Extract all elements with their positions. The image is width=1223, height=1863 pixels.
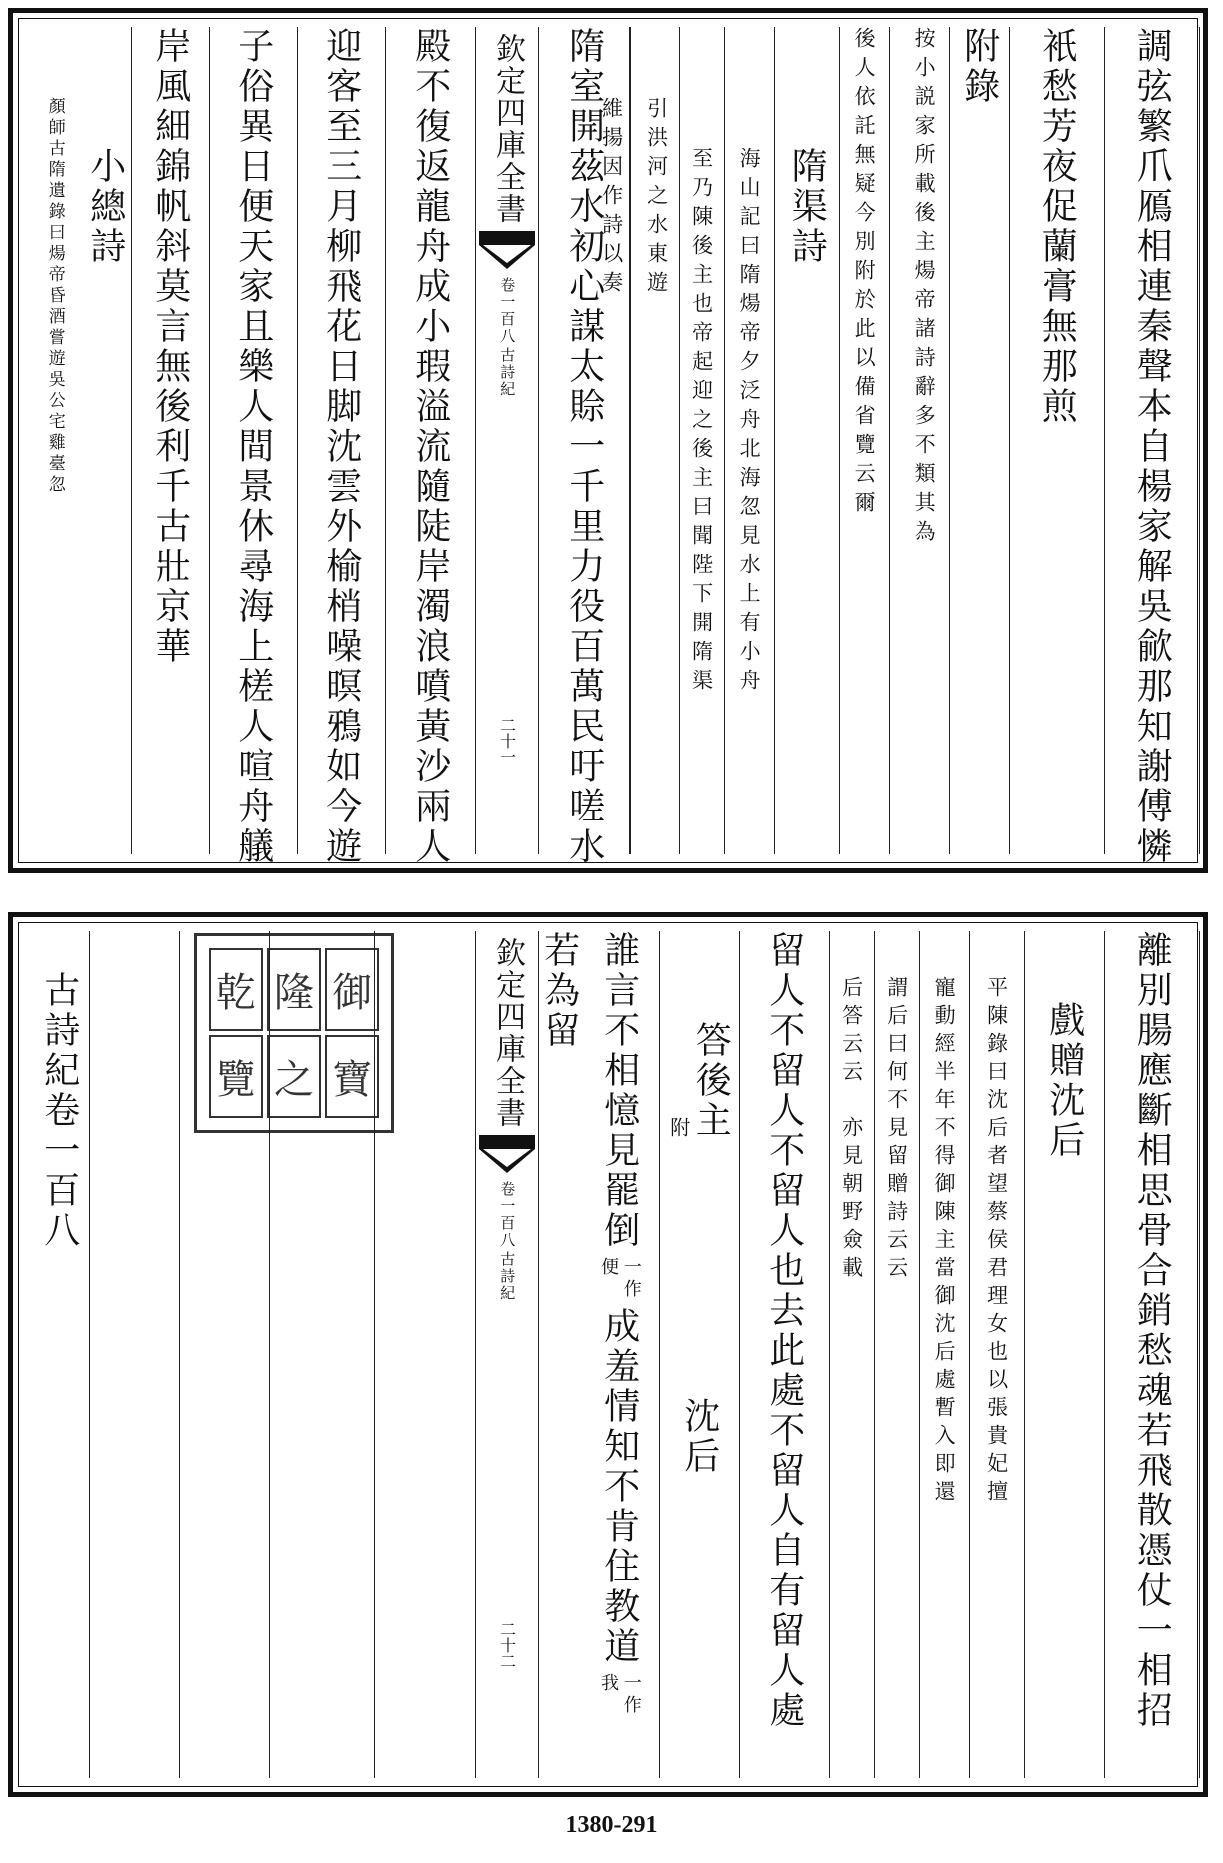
text-column (539, 931, 579, 1778)
note-column (724, 27, 775, 854)
volume-number: 卷一百八 (498, 277, 517, 345)
text-column (1104, 27, 1200, 867)
note-column (679, 27, 725, 854)
seal-char: 寶 (325, 1035, 379, 1118)
poem-title: 戲贈沈后 (1043, 1001, 1085, 1161)
annotation: 至乃陳後主也帝起迎之後主曰聞陛下開隋渠 (689, 147, 714, 698)
variant-note (597, 1673, 640, 1717)
poem-title: 小總詩 (84, 147, 126, 267)
page-number: 二十二 (497, 1621, 517, 1669)
text-column (1024, 931, 1105, 1778)
text-column (179, 931, 270, 1778)
fishtail-mark-icon (479, 1135, 535, 1175)
note-column (969, 931, 1025, 1778)
annotation: 海山記曰隋煬帝夕泛舟北海忽見水上有小舟 (737, 147, 762, 698)
volume-title: 古詩紀 (498, 347, 517, 398)
volume-label (499, 1181, 516, 1302)
annotation: 平陳錄曰沈后者望蔡侯君理女也以張貴妃擅 (984, 976, 1009, 1508)
appended-tag: 附 (666, 1117, 691, 1141)
note-column (874, 931, 920, 1778)
text-column (131, 27, 210, 854)
annotation: 便 (598, 1257, 619, 1279)
text-column (79, 27, 132, 854)
text-column (89, 931, 180, 1778)
poem-line: 子俗異日便天家且樂人間景休尋海上槎人喧舟艤 (232, 27, 274, 867)
poem-line: 岸風細錦帆斜莫言無後利千古壯京華 (149, 27, 191, 667)
text-column (1009, 27, 1105, 854)
section-heading: 附錄 (958, 27, 1000, 107)
text-column (539, 27, 630, 867)
poem-line: 離別腸應斷相思骨合銷愁魂若飛散憑仗一相招 (1131, 931, 1173, 1731)
text-column (774, 27, 840, 854)
top-page-frame (18, 18, 1198, 867)
note-column (634, 27, 680, 854)
poem-line: 迎客至三月柳飛花日脚沈雲外榆梢噪暝鴉如今遊 (320, 27, 362, 867)
note-column (29, 27, 79, 854)
volume-label (499, 277, 516, 398)
annotation: 我 (598, 1673, 619, 1695)
note-column (889, 27, 899, 854)
fishtail-mark-icon (479, 231, 535, 271)
poem-line: 隋室開茲水初心謀太賒一千里力役百萬民吁嗟水 (563, 27, 605, 867)
annotation: 顏師古隋遺錄曰煬帝昏酒嘗遊吳公宅雞臺忽 (44, 97, 65, 496)
text-column (579, 931, 660, 1778)
poem-line: 若為留 (538, 931, 580, 1051)
note-column (899, 27, 950, 854)
text-column (374, 931, 475, 1778)
poem-title: 答後主 (690, 1021, 732, 1141)
annotation: 后答云云 亦見朝野僉載 (839, 976, 864, 1284)
book-title: 欽定四庫全書 (490, 33, 525, 225)
seal-char: 覽 (209, 1035, 263, 1118)
text-column (29, 931, 90, 1778)
fold-strip (475, 931, 539, 1778)
note-column (829, 931, 875, 1778)
seal-char: 隆 (267, 948, 321, 1031)
poem-title: 隋渠詩 (786, 147, 828, 267)
volume-title: 古詩紀 (498, 1251, 517, 1302)
text-column (269, 931, 375, 1778)
seal-char: 乾 (209, 948, 263, 1031)
annotation: 謂后曰何不見留贈詩云云 (884, 976, 909, 1284)
annotation: 一作 (620, 1673, 642, 1717)
top-page (8, 8, 1208, 873)
poem-line: 留人不留人不留人也去此處不留人自有留人處 (763, 931, 805, 1731)
annotation: 一作 (620, 1257, 642, 1301)
annotation: 引洪河之水東遊 (644, 97, 669, 300)
annotation: 寵動經半年不得御陳主當御沈后處暫入即還 (932, 976, 957, 1508)
text-column (659, 931, 740, 1778)
volume-end-title: 古詩紀卷一百八 (38, 971, 80, 1251)
annotation: 維揚因作詩以奏 (599, 97, 624, 300)
poem-line: 調弦繁爪鴈相連秦聲本自楊家解吳歈那知謝傅憐 (1131, 27, 1173, 867)
poem-line: 成羞情知不肯住教道 (598, 1307, 640, 1667)
page-number: 二十一 (497, 717, 517, 765)
volume-number: 卷一百八 (498, 1181, 517, 1249)
text-column (297, 27, 386, 867)
bottom-page-frame (18, 922, 1198, 1787)
page-footer-number: 1380-291 (565, 1812, 658, 1838)
variant-note (597, 1257, 640, 1301)
poem-line: 誰言不相憶見罷倒 (598, 931, 640, 1251)
text-column (949, 27, 1010, 854)
poem-line: 衹愁芳夜促蘭膏無那煎 (1036, 27, 1078, 427)
annotation: 後人依託無疑今別附於此以備省覽云爾 (852, 27, 877, 520)
annotation: 按小説家所載後主煬帝諸詩辭多不類其為 (912, 27, 937, 549)
text-column (1104, 931, 1200, 1778)
bottom-page (8, 912, 1208, 1797)
text-column (739, 931, 830, 1778)
seal-char: 御 (325, 948, 379, 1031)
text-column (385, 27, 476, 867)
note-column (919, 931, 970, 1778)
book-title: 欽定四庫全書 (490, 937, 525, 1129)
seal-char: 之 (267, 1035, 321, 1118)
poem-line: 殿不復返龍舟成小瑕溢流隨陡岸濁浪噴黃沙兩人 (409, 27, 451, 867)
text-column (209, 27, 298, 867)
author-name: 沈后 (678, 1397, 720, 1477)
fold-strip (475, 27, 539, 854)
note-column (839, 27, 890, 854)
